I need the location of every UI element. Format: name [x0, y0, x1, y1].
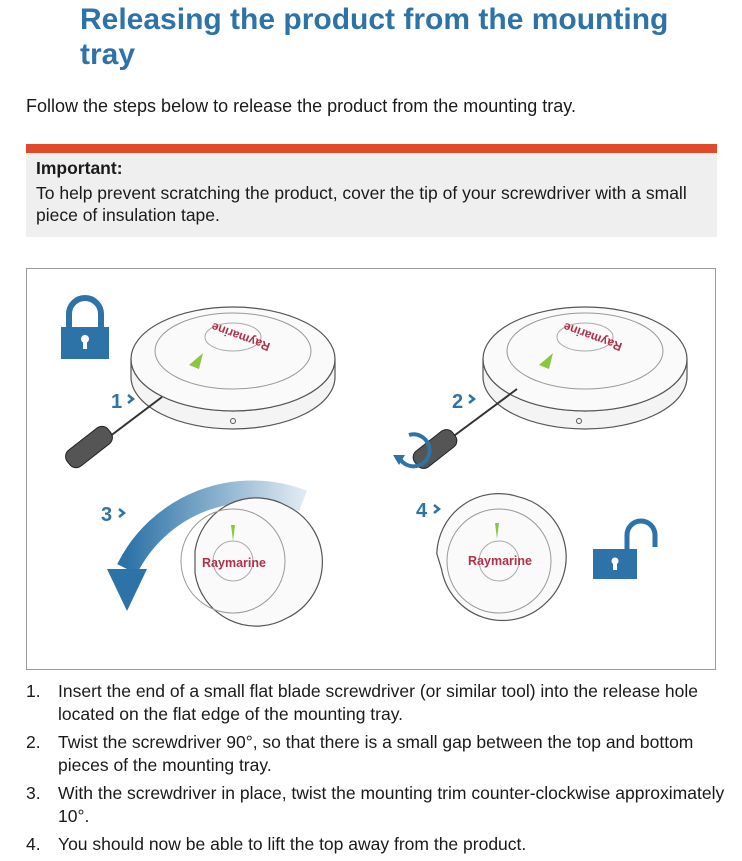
step-label-1: 1 — [111, 391, 123, 413]
step-number: 3. — [26, 783, 41, 803]
step-label-3: 3 — [101, 504, 113, 526]
list-item — [26, 731, 726, 777]
step-label-4: 4 — [416, 500, 428, 522]
step-label-2: 2 — [452, 391, 464, 413]
puck-step-1 — [131, 307, 335, 429]
puck-step-2 — [483, 307, 687, 429]
intro-text: Follow the steps below to release the product from the mounting tray. — [26, 96, 576, 116]
lock-open-icon — [593, 521, 655, 579]
release-illustration — [26, 268, 716, 670]
step-number: 2. — [26, 732, 41, 752]
list-item — [26, 680, 726, 726]
step-text: Twist the screwdriver 90°, so that there is a small gap between the top and bottom pieces of the mounting tray. — [58, 732, 694, 775]
list-item — [26, 833, 726, 856]
step-number: 4. — [26, 834, 41, 854]
step-number: 1. — [26, 681, 41, 701]
step-text: With the screwdriver in place, twist the mounting trim counter-clockwise approximately 10°. — [58, 783, 725, 826]
step-text: You should now be able to lift the top away from the product. — [58, 834, 527, 854]
page-title: Releasing the product from the mounting tray — [80, 3, 669, 71]
brand-logo-3: Raymarine — [202, 556, 266, 570]
steps-list — [26, 680, 726, 861]
important-callout — [26, 144, 717, 237]
list-item — [26, 782, 726, 828]
step-text: Insert the end of a small flat blade screwdriver (or similar tool) into the release hole located on the flat edge of the mounting tray. — [58, 681, 699, 724]
brand-logo-4: Raymarine — [468, 554, 532, 568]
lock-closed-icon — [61, 298, 109, 359]
brand-logo-1: Raymarine — [209, 319, 272, 354]
important-text: To help prevent scratching the product, cover the tip of your screwdriver with a small piece of insulation tape. — [36, 183, 687, 225]
important-heading: Important: — [36, 158, 123, 178]
brand-logo-2: Raymarine — [561, 319, 624, 354]
